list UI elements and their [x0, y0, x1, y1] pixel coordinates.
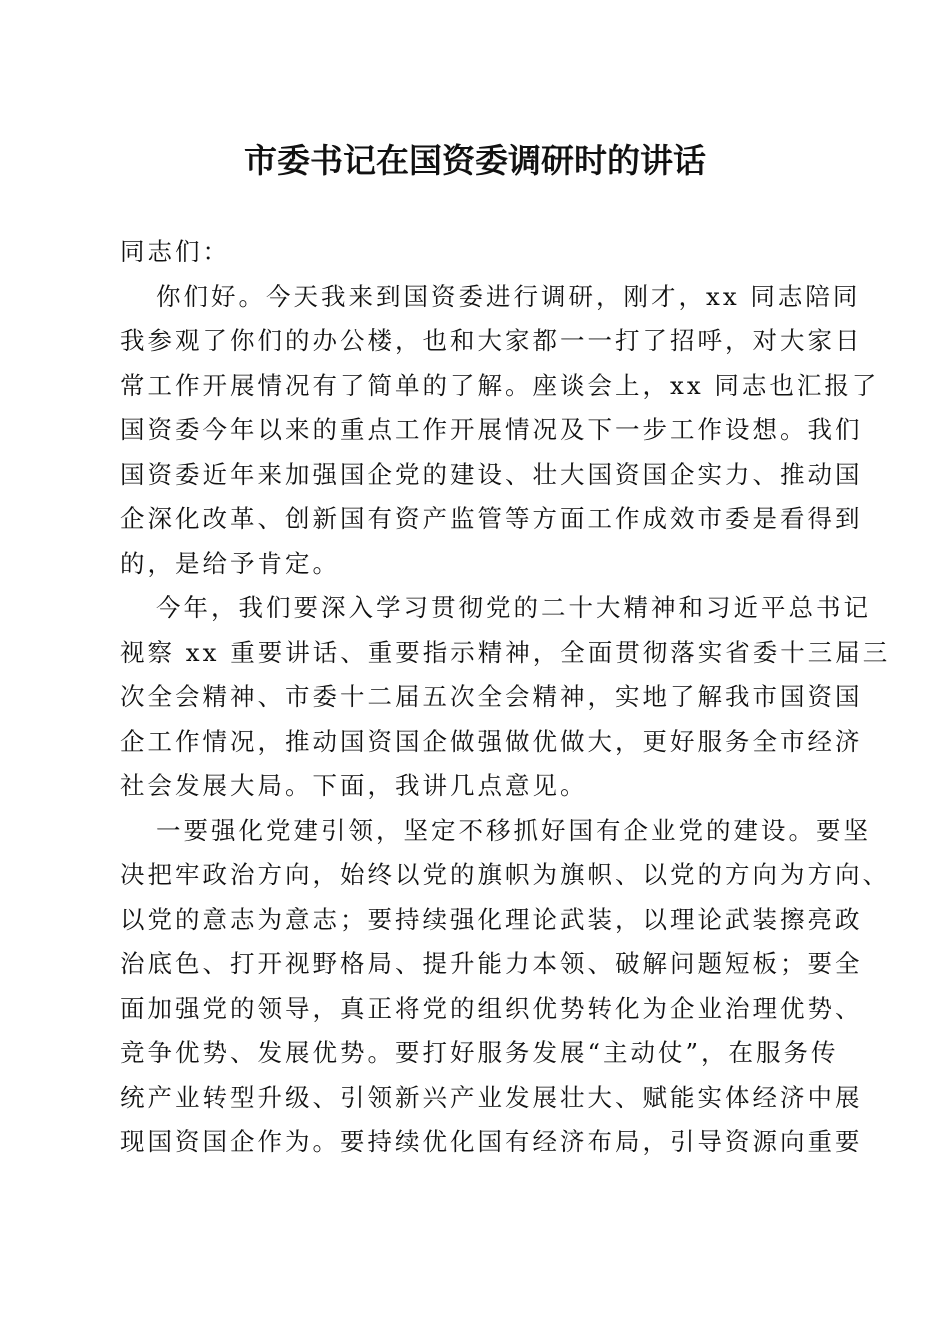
paragraph-line: 企深化改革、创新国有资产监管等方面工作成效市委是看得到	[120, 504, 863, 533]
paragraph-2	[120, 586, 891, 809]
paragraph-line: 企工作情况，推动国资国企做强做优做大，更好服务全市经济	[120, 726, 863, 756]
paragraph-line: 社会发展大局。下面，我讲几点意见。	[120, 771, 588, 800]
paragraph-line: 治底色、打开视野格局、提升能力本领、破解问题短板；要全	[120, 949, 863, 978]
document-title: 市委书记在国资委调研时的讲话	[244, 141, 706, 180]
document-body	[120, 230, 891, 1165]
paragraph-line: 统产业转型升级、引领新兴产业发展壮大、赋能实体经济中展	[120, 1082, 863, 1112]
paragraph-line: 次全会精神、市委十二届五次全会精神，实地了解我市国资国	[120, 682, 863, 711]
paragraph-line: 以党的意志为意志；要持续强化理论武装，以理论武装擦亮政	[120, 904, 863, 934]
paragraph-line: 竞争优势、发展优势。要打好服务发展“主动仗”，在服务传	[120, 1038, 839, 1067]
paragraph-line: 今年，我们要深入学习贯彻党的二十大精神和习近平总书记	[156, 593, 871, 622]
paragraph-line: 国资委今年以来的重点工作开展情况及下一步工作设想。我们	[120, 415, 863, 444]
paragraph-line: 决把牢政治方向，始终以党的旗帜为旗帜、以党的方向为方向、	[120, 860, 890, 889]
paragraph-line: 面加强党的领导，真正将党的组织优势转化为企业治理优势、	[120, 993, 863, 1023]
paragraph-line: 常工作开展情况有了简单的了解。座谈会上，xx 同志也汇报了	[120, 370, 880, 400]
salutation: 同志们：	[120, 237, 230, 266]
paragraph-line: 我参观了你们的办公楼，也和大家都一一打了招呼，对大家日	[120, 326, 863, 355]
paragraph-line: 你们好。今天我来到国资委进行调研，刚才，xx 同志陪同	[156, 281, 861, 311]
paragraph-line: 一要强化党建引领，坚定不移抓好国有企业党的建设。要坚	[156, 815, 871, 845]
paragraph-3	[120, 809, 890, 1165]
paragraph-line: 现国资国企作为。要持续优化国有经济布局，引导资源向重要	[120, 1127, 863, 1156]
paragraph-line: 视察 xx 重要讲话、重要指示精神，全面贯彻落实省委十三届三	[120, 637, 891, 667]
paragraph-line: 的，是给予肯定。	[120, 548, 340, 578]
paragraph-line: 国资委近年来加强国企党的建设、壮大国资国企实力、推动国	[120, 459, 863, 489]
paragraph-1	[120, 275, 880, 587]
